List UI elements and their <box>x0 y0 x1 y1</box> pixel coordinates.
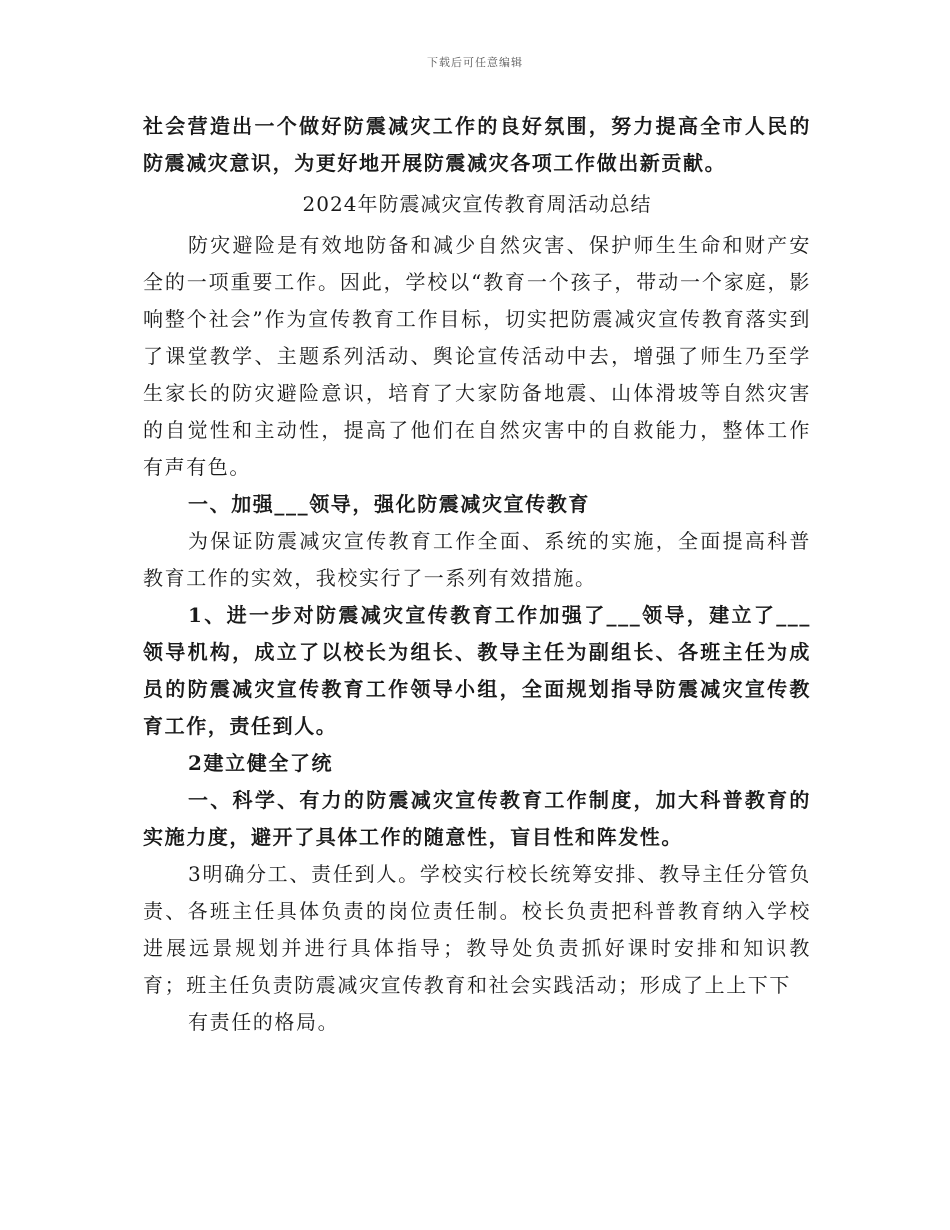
paragraph-intro: 社会营造出一个做好防震减灾工作的良好氛围，努力提高全市人民的防震减灾意识，为更好地开展防震减灾各项工作做出新贡献。 <box>143 114 811 175</box>
paragraph-overview: 防灾避险是有效地防备和减少自然灾害、保护师生生命和财产安全的一项重要工作。因此，学校以“教育一个孩子，带动一个家庭，影响整个社会”作为宣传教育工作目标，切实把防震减灾宣传教育落实到了课堂教学、主题系列活动、舆论宣传活动中去，增强了师生乃至学生家长的防灾避险意识，培育了大家防备地震、山体滑坡等自然灾害的自觉性和主动性，提高了他们在自然灾害中的自救能力，整体工作有声有色。 <box>143 233 811 479</box>
paragraph-item-1: 1、进一步对防震减灾宣传教育工作加强了___领导，建立了___领导机构，成立了以校长为组长、教导主任为副组长、各班主任为成员的防震减灾宣传教育工作领导小组，全面规划指导防震减灾宣传教育工作，责任到人。 <box>143 603 811 738</box>
paragraph-measures: 为保证防震减灾宣传教育工作全面、系统的实施，全面提高科普教育工作的实效，我校实行了一系列有效措施。 <box>143 529 811 590</box>
document-body <box>143 108 811 1041</box>
document-title: 2024年防震减灾宣传教育周活动总结 <box>302 192 652 216</box>
section-heading-1: 一、加强___领导，强化防震减灾宣传教育 <box>188 492 590 516</box>
paragraph-closing: 有责任的格局。 <box>188 1010 340 1034</box>
page-header: 下载后可任意编辑 <box>427 56 523 69</box>
paragraph-item-2: 2建立健全了统 <box>188 751 334 775</box>
paragraph-item-3: 3明确分工、责任到人。学校实行校长统筹安排、教导主任分管负责、各班主任具体负责的岗位责任制。校长负责把科普教育纳入学校进展远景规划并进行具体指导；教导处负责抓好课时安排和知识教育；班主任负责防震减灾宣传教育和社会实践活动；形成了上上下下 <box>143 862 811 997</box>
paragraph-system: 一、科学、有力的防震减灾宣传教育工作制度，加大科普教育的实施力度，避开了具体工作的随意性，盲目性和阵发性。 <box>143 788 811 849</box>
